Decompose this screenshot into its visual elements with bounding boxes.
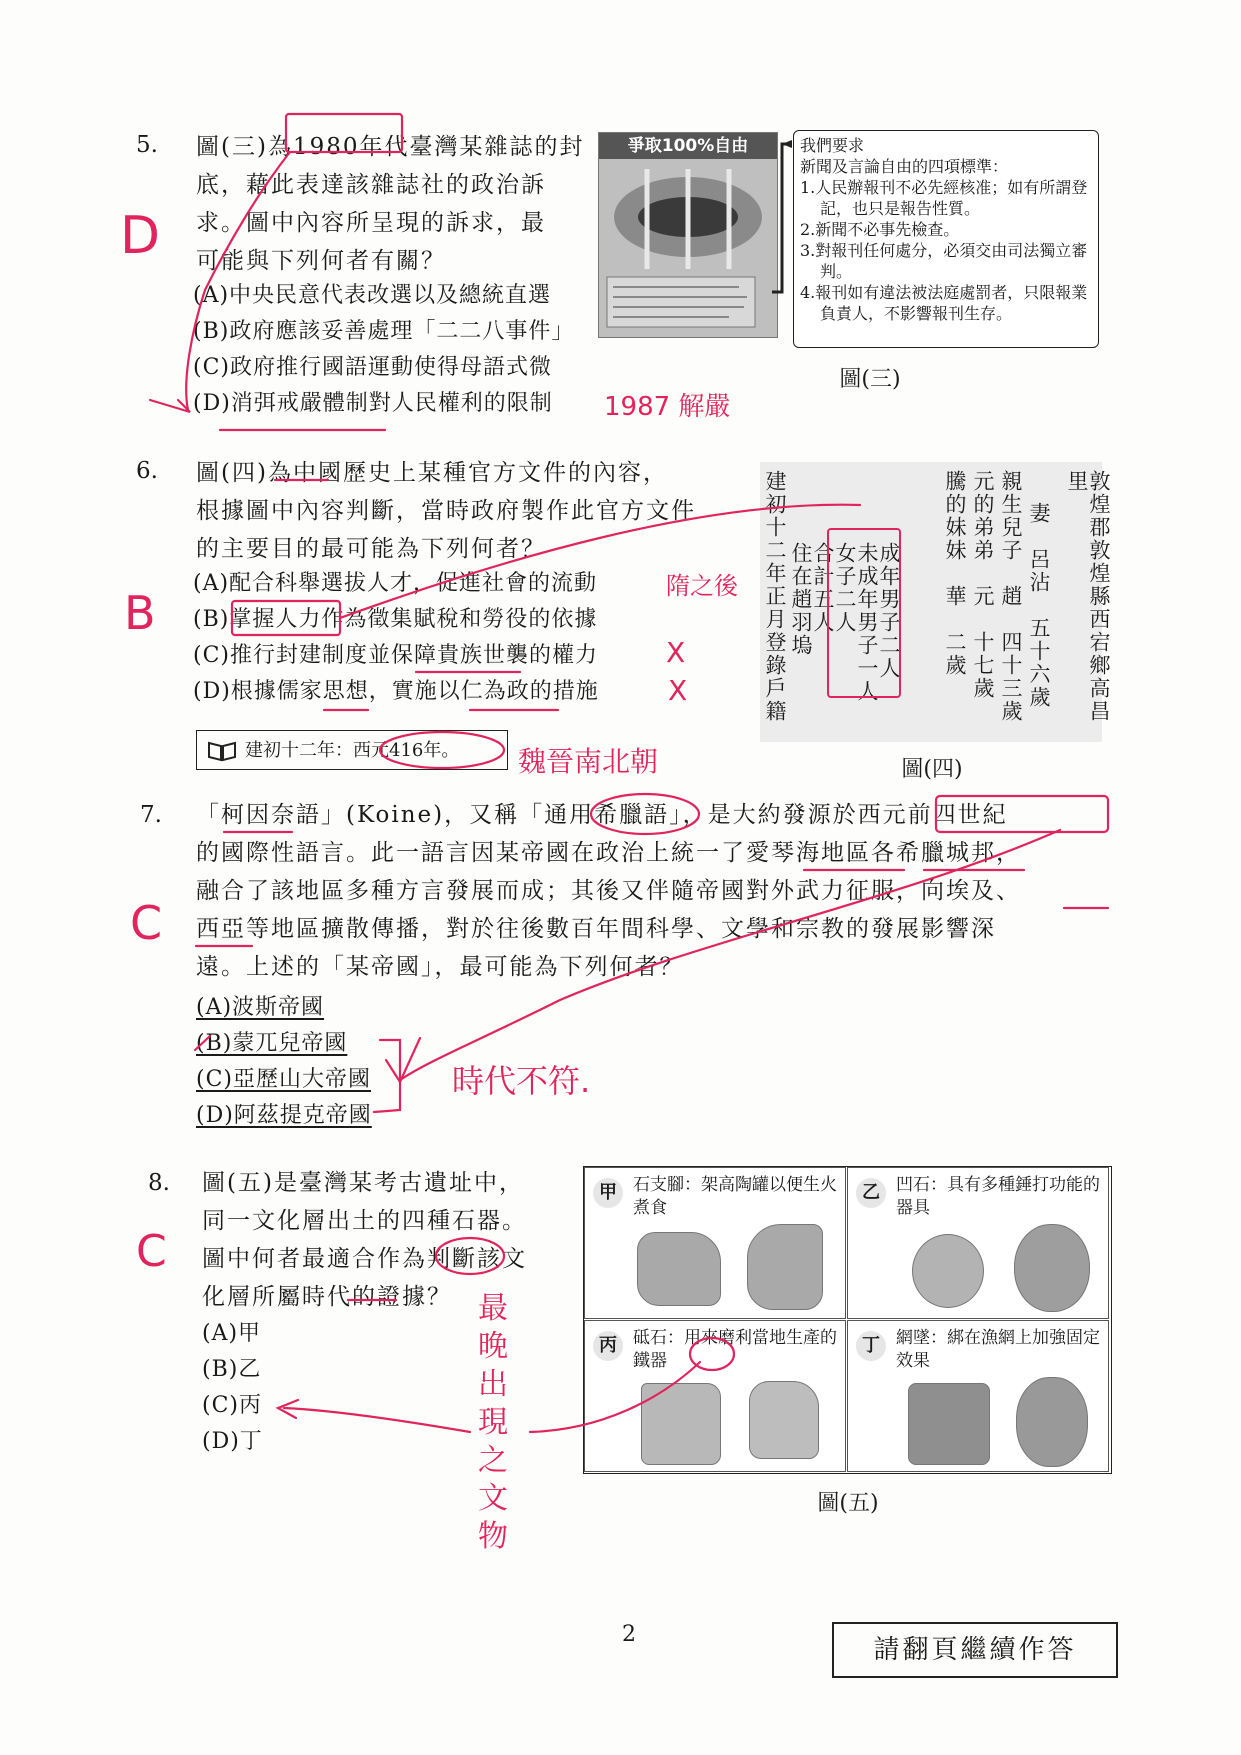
q8-number: 8. bbox=[148, 1170, 170, 1196]
q7-line: 「柯因奈語」(Koine)，又稱「通用希臘語」，是大約發源於西元前四世紀 bbox=[196, 802, 1008, 828]
q7-option-b[interactable]: (B)蒙兀兒帝國 bbox=[196, 1031, 348, 1056]
fig5-badge: 丁 bbox=[856, 1331, 886, 1361]
net-sinker-icon bbox=[1016, 1377, 1088, 1467]
fig5-cell-text: 網墜：綁在漁網上加強固定效果 bbox=[896, 1328, 1100, 1371]
q6-handwritten-note-a: 隋之後 bbox=[666, 572, 738, 600]
q6-handwritten-x: X bbox=[668, 674, 688, 707]
pitted-stone-icon bbox=[912, 1234, 984, 1308]
q6-handwritten-answer: B bbox=[124, 586, 156, 640]
q7-number: 7. bbox=[140, 802, 162, 828]
fig3-box-heading: 我們要求 bbox=[800, 136, 865, 155]
fig4-column: 建初十二年正月登錄戶籍 bbox=[763, 470, 787, 723]
q8-option-a[interactable]: (A)甲 bbox=[202, 1321, 262, 1346]
q6-number: 6. bbox=[136, 458, 158, 484]
fig5-stone-tools bbox=[583, 1166, 1112, 1474]
q7-line: 西亞等地區擴散傳播，對於往後數百年間科學、文學和宗教的發展影響深 bbox=[196, 916, 996, 942]
q6-line: 的主要目的最可能為下列何者？ bbox=[196, 536, 546, 562]
q8-stem bbox=[202, 1164, 572, 1316]
fig5-cell-ding bbox=[847, 1320, 1109, 1472]
q7-stem bbox=[196, 796, 1116, 986]
pitted-stone-icon bbox=[1014, 1224, 1090, 1312]
q5-line: 底，藉此表達該雜誌社的政治訴 bbox=[196, 172, 546, 198]
stone-support-icon bbox=[637, 1232, 721, 1306]
q8-options bbox=[202, 1316, 263, 1460]
whetstone-icon bbox=[749, 1381, 819, 1459]
q7-line: 融合了該地區多種方言發展而成；其後又伴隨帝國對外武力征服，向埃及、 bbox=[196, 878, 1021, 904]
fig4-column: 合計五人 bbox=[811, 542, 835, 634]
whetstone-icon bbox=[641, 1383, 721, 1465]
fig3-demands-box bbox=[793, 130, 1099, 348]
q7-option-d[interactable]: (D)阿茲提克帝國 bbox=[196, 1103, 372, 1128]
q8-handwritten-note: 最晚出現之文物 bbox=[478, 1291, 508, 1554]
q5-option-b[interactable]: (B)政府應該妥善處理「二二八事件」 bbox=[193, 319, 575, 344]
fig5-cell-bing bbox=[584, 1320, 846, 1472]
q5-line: 可能與下列何者有關？ bbox=[196, 248, 446, 274]
fig5-badge: 乙 bbox=[856, 1178, 886, 1208]
q5-options bbox=[193, 278, 574, 422]
q6-note-text: 建初十二年：西元416年。 bbox=[245, 740, 460, 761]
fig4-column: 未成年男子一人 bbox=[855, 542, 879, 703]
stone-support-icon bbox=[747, 1224, 823, 1310]
fig4-column: 騰的妹妹 華 二歲 bbox=[943, 470, 967, 677]
q6-line: 圖(四)為中國歷史上某種官方文件的內容， bbox=[196, 460, 668, 486]
fig3-box-item: 3.對報刊任何處分，必須交由司法獨立審判。 bbox=[800, 241, 1088, 281]
q7-line: 的國際性語言。此一語言因某帝國在政治上統一了愛琴海地區各希臘城邦， bbox=[196, 840, 1021, 866]
turn-page-box: 請翻頁繼續作答 bbox=[832, 1622, 1118, 1678]
fig4-caption: 圖(四) bbox=[901, 757, 963, 782]
q6-option-d[interactable]: (D)根據儒家思想，實施以仁為政的措施 bbox=[193, 679, 599, 704]
q6-option-a[interactable]: (A)配合科舉選拔人才，促進社會的流動 bbox=[193, 571, 598, 596]
q7-option-c[interactable]: (C)亞歷山大帝國 bbox=[196, 1067, 371, 1092]
net-sinker-icon bbox=[908, 1383, 990, 1465]
q6-line: 根據圖中內容判斷，當時政府製作此官方文件 bbox=[196, 498, 696, 524]
q5-number: 5. bbox=[136, 132, 158, 158]
fig3-box-subheading: 新聞及言論自由的四項標準： bbox=[800, 157, 1009, 176]
fig3-poster-image bbox=[598, 132, 778, 338]
q5-option-c[interactable]: (C)政府推行國語運動使得母語式微 bbox=[193, 355, 553, 380]
fig5-cell-jia bbox=[584, 1167, 846, 1319]
q5-option-a[interactable]: (A)中央民意代表改選以及總統直選 bbox=[193, 283, 552, 308]
fig3-box-item: 2.新聞不必事先檢查。 bbox=[800, 220, 960, 239]
fig4-column: 住在趙羽塢 bbox=[789, 542, 813, 657]
q5-option-d[interactable]: (D)消弭戒嚴體制對人民權利的限制 bbox=[193, 391, 553, 416]
fig5-cell-text: 石支腳：架高陶罐以便生火煮食 bbox=[633, 1175, 837, 1218]
q8-option-b[interactable]: (B)乙 bbox=[202, 1357, 262, 1382]
q8-option-d[interactable]: (D)丁 bbox=[202, 1429, 263, 1454]
fig5-badge: 丙 bbox=[593, 1331, 623, 1361]
fig4-household-register bbox=[760, 462, 1111, 742]
q6-note-box bbox=[196, 730, 508, 770]
fig4-column: 親生兒子 趙 四十三歲 bbox=[999, 470, 1023, 723]
q8-line: 圖中何者最適合作為判斷該文 bbox=[202, 1246, 527, 1272]
q8-handwritten-answer: C bbox=[136, 1226, 167, 1277]
q5-line: 求。圖中內容所呈現的訴求，最 bbox=[196, 210, 546, 236]
q6-options bbox=[193, 566, 599, 710]
q8-line: 同一文化層出土的四種石器。 bbox=[202, 1208, 527, 1234]
q5-line: 圖(三)為1980年代臺灣某雜誌的封 bbox=[196, 134, 585, 160]
q8-option-c[interactable]: (C)丙 bbox=[202, 1393, 262, 1418]
fig5-cell-text: 凹石：具有多種錘打功能的器具 bbox=[896, 1175, 1100, 1218]
page-number: 2 bbox=[622, 1622, 636, 1647]
q6-handwritten-note-box: 魏晉南北朝 bbox=[518, 745, 659, 778]
q8-line: 化層所屬時代的證據？ bbox=[202, 1284, 452, 1310]
q6-option-b[interactable]: (B)掌握人力作為徵集賦稅和勞役的依據 bbox=[193, 607, 598, 632]
q5-stem bbox=[196, 128, 596, 280]
q8-line: 圖(五)是臺灣某考古遺址中， bbox=[202, 1170, 524, 1196]
q6-handwritten-x: X bbox=[666, 636, 686, 669]
fig5-caption: 圖(五) bbox=[817, 1491, 879, 1516]
fig4-column: 女子二人 bbox=[833, 542, 857, 634]
q5-handwritten-note: 1987 解嚴 bbox=[604, 392, 731, 422]
fig3-box-item: 4.報刊如有違法被法庭處罰者，只限報業負責人，不影響報刊生存。 bbox=[800, 283, 1088, 323]
q7-options bbox=[196, 990, 372, 1134]
q7-handwritten-answer: C bbox=[130, 896, 163, 950]
fig5-cell-text: 砥石：用來磨利當地生產的鐵器 bbox=[633, 1328, 837, 1371]
fig4-column: 敦煌郡敦煌縣西宕鄉高昌里 bbox=[1065, 470, 1111, 723]
fig4-highlight-box bbox=[827, 528, 901, 698]
fig5-cell-yi bbox=[847, 1167, 1109, 1319]
q5-handwritten-answer: D bbox=[120, 206, 161, 266]
fig3-box-item: 1.人民辦報刊不必先經核准；如有所謂登記，也只是報告性質。 bbox=[800, 178, 1088, 218]
q6-stem bbox=[196, 454, 756, 568]
q7-handwritten-note: 時代不符. bbox=[452, 1062, 591, 1100]
fig3-poster-title: 爭取100%自由 bbox=[599, 133, 777, 159]
fig3-mouth-icon bbox=[599, 159, 777, 337]
q7-option-a[interactable]: (A)波斯帝國 bbox=[196, 995, 325, 1020]
q6-option-c[interactable]: (C)推行封建制度並保障貴族世襲的權力 bbox=[193, 643, 599, 668]
q7-line: 遠。上述的「某帝國」，最可能為下列何者？ bbox=[196, 954, 685, 980]
fig4-column: 妻 呂沾 五十六歲 bbox=[1027, 502, 1051, 709]
fig5-badge: 甲 bbox=[593, 1178, 623, 1208]
book-icon bbox=[207, 740, 237, 762]
fig3-caption: 圖(三) bbox=[839, 367, 901, 392]
fig4-column: 成年男子二人 bbox=[877, 542, 901, 680]
fig4-column: 元的弟弟 元 十七歲 bbox=[971, 470, 995, 700]
